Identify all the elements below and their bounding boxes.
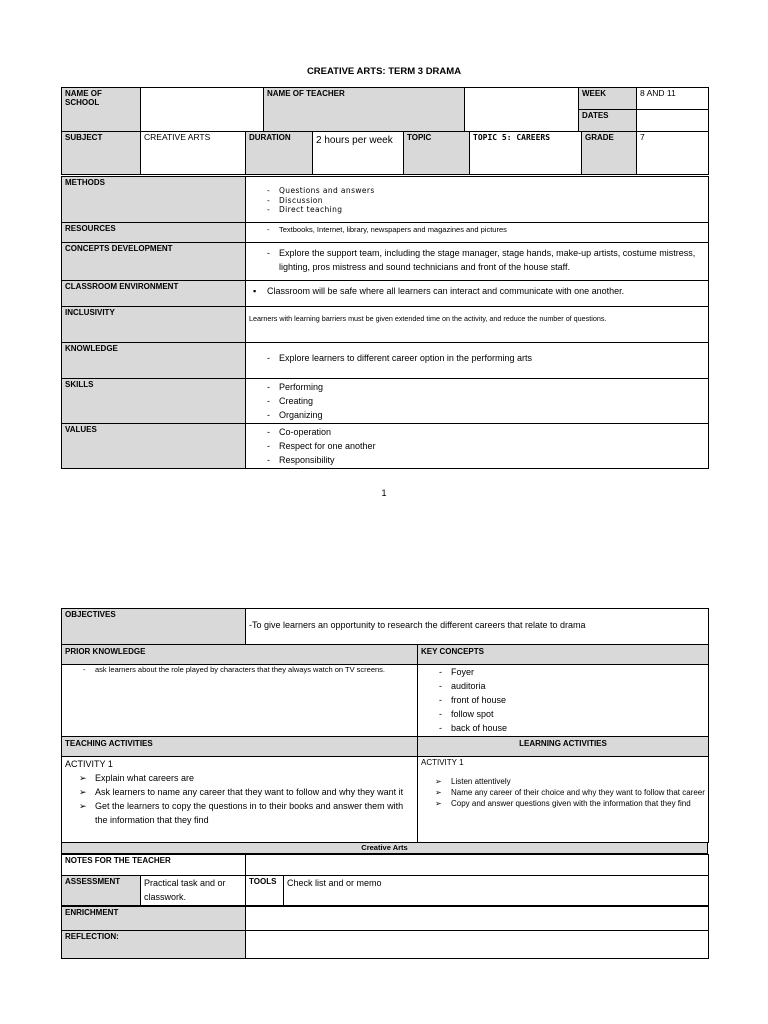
- objectives-table: [61, 608, 709, 645]
- topic-label: TOPIC: [404, 132, 470, 175]
- concepts-label: CONCEPTS DEVELOPMENT: [62, 243, 246, 281]
- enrichment-label: ENRICHMENT: [62, 907, 246, 931]
- reflection-label: REFLECTION:: [62, 931, 246, 959]
- inclusivity-text: Learners with learning barriers must be given extended time on the activity, and reduce the number of questions.: [246, 307, 709, 343]
- resources-label: RESOURCES: [62, 223, 246, 243]
- values-list: [249, 425, 705, 467]
- duration-value: 2 hours per week: [313, 132, 404, 175]
- name-of-teacher-field[interactable]: [465, 88, 579, 132]
- tools-value: Check list and or memo: [284, 876, 709, 906]
- teaching-activities-cell: [62, 757, 418, 843]
- classroom-environment-cell: [246, 281, 709, 307]
- list-item: - back of house: [435, 721, 705, 735]
- arrow-bullet-icon: ➢: [79, 787, 87, 797]
- list-item: - Explore learners to different career option in the performing arts: [263, 351, 705, 365]
- grade-value: 7: [637, 132, 709, 175]
- key-concepts-list: [421, 665, 705, 735]
- list-item: - Creating: [263, 394, 705, 408]
- arrow-bullet-icon: ➢: [435, 799, 442, 808]
- key-concepts-label: KEY CONCEPTS: [418, 645, 709, 665]
- objectives-text: -To give learners an opportunity to research the different careers that relate to drama: [246, 609, 709, 645]
- arrow-bullet-icon: ➢: [435, 788, 442, 797]
- assessment-value: Practical task and or classwork.: [141, 876, 246, 906]
- dates-label: DATES: [579, 110, 637, 132]
- methods-list: [249, 186, 705, 215]
- duration-label: DURATION: [246, 132, 313, 175]
- teaching-activities-label: TEACHING ACTIVITIES: [62, 737, 418, 757]
- tools-label: TOOLS: [246, 876, 284, 906]
- week-value: 8 AND 11: [637, 88, 709, 110]
- name-of-school-label: NAME OF SCHOOL: [62, 88, 141, 132]
- skills-list: [249, 380, 705, 422]
- skills-cell: [246, 379, 709, 424]
- arrow-bullet-icon: ➢: [79, 801, 87, 811]
- footer-band: [61, 842, 708, 854]
- knowledge-cell: [246, 343, 709, 379]
- reflection-field[interactable]: [246, 931, 709, 959]
- prior-knowledge-list: [65, 666, 399, 675]
- list-item: - Questions and answers: [263, 186, 705, 196]
- list-item: - Textbooks, Internet, library, newspapers and magazines and pictures: [263, 226, 705, 235]
- name-of-teacher-label: NAME OF TEACHER: [264, 88, 465, 132]
- list-item: ➢ Copy and answer questions given with the information that they find: [435, 799, 691, 808]
- subject-value: CREATIVE ARTS: [141, 132, 246, 175]
- objectives-label: OBJECTIVES: [62, 609, 246, 645]
- values-label: VALUES: [62, 424, 246, 469]
- topic-value: TOPIC 5: CAREERS: [470, 132, 582, 175]
- week-label: WEEK: [579, 88, 637, 110]
- arrow-bullet-icon: ➢: [435, 777, 442, 786]
- list-item: ➢ Name any career of their choice and why they want to follow that career: [435, 788, 705, 797]
- enrichment-reflection-table: [61, 906, 709, 959]
- assessment-table: [61, 875, 709, 906]
- notes-table: [61, 854, 709, 876]
- knowledge-label: KNOWLEDGE: [62, 343, 246, 379]
- learning-activities-label: LEARNING ACTIVITIES: [418, 737, 709, 757]
- prior-knowledge-label: PRIOR KNOWLEDGE: [62, 645, 418, 665]
- list-item: - Responsibility: [263, 453, 705, 467]
- enrichment-field[interactable]: [246, 907, 709, 931]
- learning-activities-list: [421, 776, 705, 809]
- notes-field[interactable]: [246, 855, 709, 876]
- footer-band-label: Creative Arts: [361, 843, 408, 852]
- lesson-details-table: [61, 176, 709, 469]
- list-item: - Direct teaching: [263, 205, 705, 215]
- learning-activity-title: ACTIVITY 1: [421, 758, 464, 767]
- name-of-school-field[interactable]: [141, 88, 264, 132]
- knowledge-list: [249, 351, 705, 365]
- prior-knowledge-cell: [62, 665, 418, 737]
- activities-table: [61, 644, 709, 843]
- methods-cell: [246, 177, 709, 223]
- skills-label: SKILLS: [62, 379, 246, 424]
- list-item: - Performing: [263, 380, 705, 394]
- learning-activities-cell: [418, 757, 709, 843]
- list-item: - Explore the support team, including the stage manager, stage hands, make-up artists, costume mistress, lighting, pros mistress and sound technicians and front of the house staff.: [263, 246, 705, 274]
- teaching-activity-title: ACTIVITY 1: [65, 759, 113, 769]
- resources-cell: [246, 223, 709, 243]
- methods-label: METHODS: [62, 177, 246, 223]
- arrow-bullet-icon: ➢: [79, 773, 87, 783]
- list-item: - Respect for one another: [263, 439, 705, 453]
- dates-field[interactable]: [637, 110, 709, 132]
- concepts-list: [249, 246, 705, 274]
- resources-list: [249, 226, 705, 235]
- list-item: - Foyer: [435, 665, 705, 679]
- grade-label: GRADE: [582, 132, 637, 175]
- list-item: - Organizing: [263, 408, 705, 422]
- classroom-environment-label: CLASSROOM ENVIRONMENT: [62, 281, 246, 307]
- inclusivity-label: INCLUSIVITY: [62, 307, 246, 343]
- teaching-activities-list: [65, 771, 414, 827]
- assessment-label: ASSESSMENT: [62, 876, 141, 906]
- list-item: ▪ Classroom will be safe where all learners can interact and communicate with one another.: [249, 284, 705, 298]
- list-item: - Co-operation: [263, 425, 705, 439]
- page-title: CREATIVE ARTS: TERM 3 DRAMA: [306, 66, 462, 77]
- values-cell: [246, 424, 709, 469]
- subject-label: SUBJECT: [62, 132, 141, 175]
- notes-label: NOTES FOR THE TEACHER: [62, 855, 246, 876]
- list-item: ➢ Ask learners to name any career that they want to follow and why they want it: [79, 787, 404, 797]
- list-item: ➢ Listen attentively: [435, 777, 511, 786]
- header-table: [61, 87, 709, 132]
- list-item: - ask learners about the role played by characters that they always watch on TV screens.: [79, 666, 399, 675]
- list-item: - auditoria: [435, 679, 705, 693]
- list-item: - front of house: [435, 693, 705, 707]
- key-concepts-cell: [418, 665, 709, 737]
- list-item: - Discussion: [263, 196, 705, 206]
- classroom-environment-list: [249, 284, 705, 298]
- list-item: - follow spot: [435, 707, 705, 721]
- concepts-cell: [246, 243, 709, 281]
- page-number: 1: [381, 488, 387, 498]
- list-item: ➢ Explain what careers are: [79, 773, 195, 783]
- list-item: ➢ Get the learners to copy the questions in to their books and answer them with the information that they find: [79, 801, 404, 825]
- subject-table: [61, 131, 709, 175]
